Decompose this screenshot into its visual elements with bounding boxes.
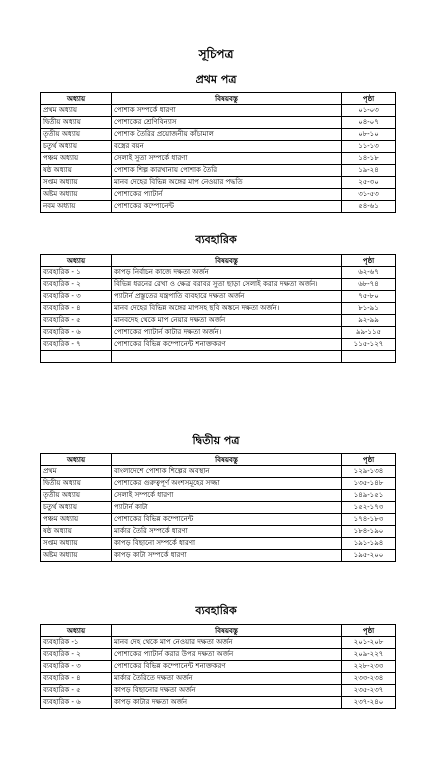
toc-table-second-paper [40,453,396,562]
header-page: পৃষ্ঠা [342,255,396,267]
table-row [41,327,396,339]
chapter-cell: ষষ্ঠ অধ্যায় [41,165,112,177]
section-title-first-paper: প্রথম পত্র [195,73,237,86]
page-range-cell: ১৪-১৮ [342,153,396,165]
table-row [41,649,396,661]
page-range-cell: ১৯৫-২০০ [342,550,396,562]
header-chapter: অধ্যায় [41,255,112,267]
subject-cell: মানব দেহের বিভিন্ন অঙ্গের মাপ নেওয়ার পদ্ধতি [112,177,342,189]
page-range-cell: ২৩৫-২৩৭ [342,685,396,697]
chapter-cell: সপ্তম অধ্যায় [41,177,112,189]
chapter-cell: দ্বিতীয় অধ্যায় [41,478,112,490]
table-row [41,685,396,697]
subject-cell: পোশাক তৈরির প্রয়োজনীয় কাঁচামাল [112,129,342,141]
chapter-cell: ব্যবহারিক - ২ [41,279,112,291]
header-subject: বিষয়বস্তু [112,454,342,466]
table-row [41,538,396,550]
header-chapter: অধ্যায় [41,625,112,637]
subject-cell: পোশাক শিল্প কারখানায় পোশাক তৈরি [112,165,342,177]
table-row [41,637,396,649]
chapter-cell: চতুর্থ অধ্যায় [41,502,112,514]
table-header-row [41,93,396,105]
page-range-cell: ০৮-১০ [342,129,396,141]
page-range-cell: ২৫-৩০ [342,177,396,189]
subject-cell: পোশাক সম্পর্কে ধারণা [112,105,342,117]
page-range-cell: ১৯১-১৯৪ [342,538,396,550]
chapter-cell: ব্যবহারিক - ৬ [41,327,112,339]
subject-cell: মানব দেহ থেকে মাপ নেওয়ার দক্ষতা অর্জন [112,637,342,649]
subject-cell: পোশাকের বিভিন্ন কম্পোনেন্ট শনাক্তকরণ [112,339,342,351]
table-row [41,502,396,514]
page-range-cell: ০৪-০৭ [342,117,396,129]
page-range-cell: ১৪৯-১৫১ [342,490,396,502]
page-range-cell: ১৮৪-১৯০ [342,526,396,538]
table-row [41,697,396,709]
toc-table-first-paper [40,92,396,213]
table-row [41,129,396,141]
subject-cell: মার্কার তৈরি সম্পর্কে ধারণা [112,526,342,538]
section-title-practical-1: ব্যবহারিক [195,233,237,246]
page-range-cell: ২০১-২০৮ [342,637,396,649]
table-row [41,673,396,685]
header-chapter: অধ্যায় [41,454,112,466]
chapter-cell: তৃতীয় অধ্যায় [41,129,112,141]
subject-cell: প্যাটার্ন প্রস্তুতের যন্ত্রপাতি ব্যবহারে দক্ষতা অর্জন [112,291,342,303]
subject-cell: মানব দেহের বিভিন্ন অঙ্গের মাপসহ ছবি অঙ্কনে দক্ষতা অর্জন। [112,303,342,315]
table-row [41,339,396,351]
subject-cell: প্যাটার্ন কাটা [112,502,342,514]
page-range-cell: ১৩৫-১৪৮ [342,478,396,490]
subject-cell: পোশাকের প্যাটার্ন কাটার দক্ষতা অর্জন। [112,327,342,339]
table-row [41,105,396,117]
table-row [41,189,396,201]
subject-cell: বিভিন্ন ধরনের রেখা ও ক্ষেত্র বরাবর সুতা ছাড়া সেলাই করার দক্ষতা অর্জন। [112,279,342,291]
table-header-row [41,625,396,637]
page-range-cell: ৫৪-৬১ [342,201,396,213]
chapter-cell: তৃতীয় অধ্যায় [41,490,112,502]
page-range-cell: ২৩৭-২৪০ [342,697,396,709]
subject-cell [112,351,342,363]
header-page: পৃষ্ঠা [342,93,396,105]
chapter-cell: ব্যবহারিক - ৫ [41,315,112,327]
chapter-cell: ব্যবহারিক - ২ [41,649,112,661]
subject-cell: সেলাই সম্পর্কে ধারণা [112,490,342,502]
table-row [41,661,396,673]
table-row [41,526,396,538]
page-range-cell: ৯২-৯৯ [342,315,396,327]
page-range-cell: ১৫২-১৭৩ [342,502,396,514]
chapter-cell: ব্যবহারিক - ৭ [41,339,112,351]
page-range-cell: ৭৫-৮০ [342,291,396,303]
subject-cell: সেলাই সুতা সম্পর্কে ধারণা [112,153,342,165]
section-title-second-paper: দ্বিতীয় পত্র [192,434,240,447]
page-range-cell: ৬২-৬৭ [342,267,396,279]
table-row [41,466,396,478]
chapter-cell: পঞ্চম অধ্যায় [41,514,112,526]
chapter-cell: নবম অধ্যায় [41,201,112,213]
chapter-cell: চতুর্থ অধ্যায় [41,141,112,153]
table-row [41,514,396,526]
chapter-cell: প্রথম [41,466,112,478]
subject-cell: কাপড় বিছানো সম্পর্কে ধারণা [112,538,342,550]
page-title: সূচিপত্র [198,47,234,61]
subject-cell: পোশাকের বিভিন্ন কম্পোনেন্ট শনাক্তকরণ [112,661,342,673]
chapter-cell: ব্যবহারিক - ৬ [41,697,112,709]
table-row [41,117,396,129]
header-subject: বিষয়বস্তু [112,255,342,267]
page-range-cell: ২০৯-২২৭ [342,649,396,661]
toc-table-practical-1 [40,254,396,363]
chapter-cell: দ্বিতীয় অধ্যায় [41,117,112,129]
chapter-cell: ব্যবহারিক - ৪ [41,303,112,315]
chapter-cell: ব্যবহারিক -১ [41,637,112,649]
header-subject: বিষয়বস্তু [112,93,342,105]
subject-cell: কাপড় নির্বাচন কাজে দক্ষতা অর্জন [112,267,342,279]
subject-cell: পোশাকের গুরুত্বপূর্ণ অংশসমূহের সজ্জা [112,478,342,490]
page-range-cell: ৮১-৯১ [342,303,396,315]
subject-cell: বাংলাদেশে পোশাক শিল্পের অবস্থান [112,466,342,478]
subject-cell: পোশাকের প্যাটার্ন করার উপর দক্ষতা অর্জন [112,649,342,661]
table-row [41,550,396,562]
chapter-cell: ষষ্ঠ অধ্যায় [41,526,112,538]
chapter-cell: ব্যবহারিক - ৪ [41,673,112,685]
subject-cell: কাপড় বিছানোর দক্ষতা অর্জন [112,685,342,697]
table-row [41,141,396,153]
toc-table-practical-2 [40,624,396,709]
table-header-row [41,454,396,466]
page-range-cell [342,351,396,363]
table-row [41,153,396,165]
subject-cell: পোশাকের প্যাটার্ন [112,189,342,201]
chapter-cell: অষ্টম অধ্যায় [41,550,112,562]
subject-cell: পোশাকের শ্রেণিবিন্যাস [112,117,342,129]
chapter-cell [41,351,112,363]
header-subject: বিষয়বস্তু [112,625,342,637]
table-row [41,267,396,279]
page-range-cell: ২৩৩-২৩৪ [342,673,396,685]
subject-cell: মার্কার তৈরিতে দক্ষতা অর্জন [112,673,342,685]
subject-cell: মানবদেহ থেকে মাপ নেয়ার দক্ষতা অর্জন [112,315,342,327]
subject-cell: কাপড় কাটার দক্ষতা অর্জন [112,697,342,709]
page-range-cell: ৩১-৫৩ [342,189,396,201]
chapter-cell: অষ্টম অধ্যায় [41,189,112,201]
page-range-cell: ২২৮-২৩৩ [342,661,396,673]
subject-cell: পোশাকের কম্পোনেন্ট [112,201,342,213]
table-row [41,201,396,213]
page-range-cell: ১২৯-১৩৪ [342,466,396,478]
table-row [41,303,396,315]
chapter-cell: ব্যবহারিক - ১ [41,267,112,279]
page-range-cell: ৬৮-৭৪ [342,279,396,291]
chapter-cell: প্রথম অধ্যায় [41,105,112,117]
page-range-cell: ১১-১৩ [342,141,396,153]
page-range-cell: ১১৫-১২৭ [342,339,396,351]
table-row [41,165,396,177]
chapter-cell: ব্যবহারিক - ৩ [41,661,112,673]
subject-cell: কাপড় কাটা সম্পর্কে ধারণা [112,550,342,562]
subject-cell: বস্ত্রের বয়ন [112,141,342,153]
page-range-cell: ০১-০৩ [342,105,396,117]
chapter-cell: ব্যবহারিক - ৩ [41,291,112,303]
table-row [41,351,396,363]
chapter-cell: ব্যবহারিক - ৫ [41,685,112,697]
chapter-cell: সপ্তম অধ্যায় [41,538,112,550]
page-range-cell: ৯৯-১১৫ [342,327,396,339]
section-title-practical-2: ব্যবহারিক [195,604,237,617]
subject-cell: পোশাকের বিভিন্ন কম্পোনেন্ট [112,514,342,526]
chapter-cell: পঞ্চম অধ্যায় [41,153,112,165]
header-page: পৃষ্ঠা [342,625,396,637]
table-row [41,279,396,291]
table-row [41,315,396,327]
header-chapter: অধ্যায় [41,93,112,105]
table-header-row [41,255,396,267]
table-row [41,291,396,303]
table-row [41,177,396,189]
header-page: পৃষ্ঠা [342,454,396,466]
table-row [41,478,396,490]
page-range-cell: ১৯-২৪ [342,165,396,177]
table-row [41,490,396,502]
page-range-cell: ১৭৪-১৮৩ [342,514,396,526]
